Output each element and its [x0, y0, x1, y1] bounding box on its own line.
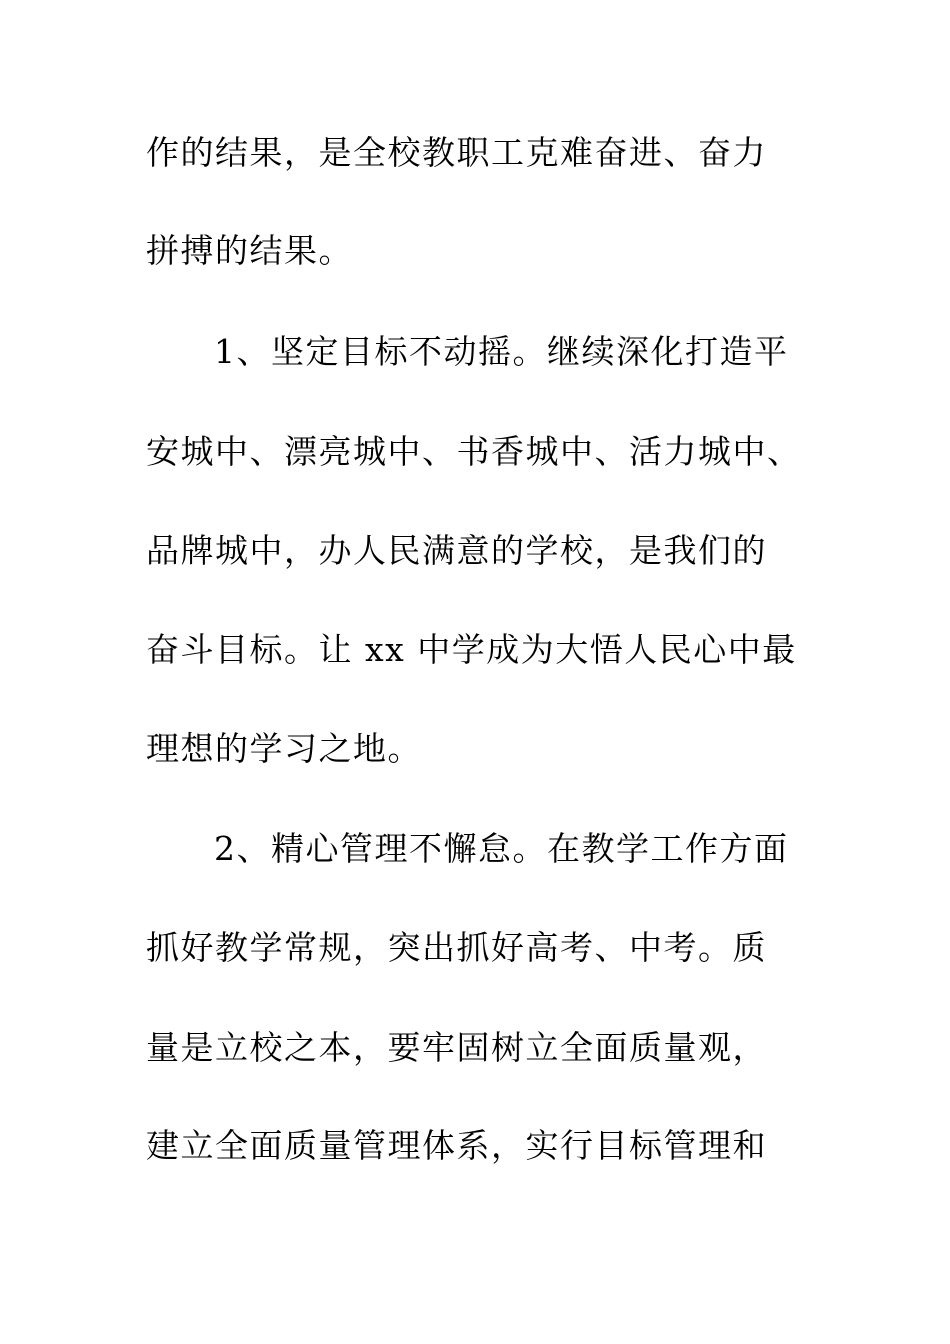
paragraph-line: 理想的学习之地。 [146, 729, 422, 768]
paragraph-line: 作的结果，是全校教职工克难奋进、奋力 [146, 133, 767, 172]
item-2-line: 2、精心管理不懈怠。在教学工作方面 [214, 829, 789, 868]
item-1-line: 1、坚定目标不动摇。继续深化打造平 [214, 332, 789, 371]
paragraph-line: 品牌城中，办人民满意的学校，是我们的 [146, 531, 767, 570]
paragraph-line: 拼搏的结果。 [146, 231, 353, 270]
paragraph-line: 安城中、漂亮城中、书香城中、活力城中、 [146, 432, 802, 471]
paragraph-line: 抓好教学常规，突出抓好高考、中考。质 [146, 928, 767, 967]
paragraph-line: 奋斗目标。让 xx 中学成为大悟人民心中最 [146, 630, 797, 669]
paragraph-line: 建立全面质量管理体系，实行目标管理和 [146, 1126, 767, 1165]
paragraph-line: 量是立校之本，要牢固树立全面质量观， [146, 1028, 767, 1067]
